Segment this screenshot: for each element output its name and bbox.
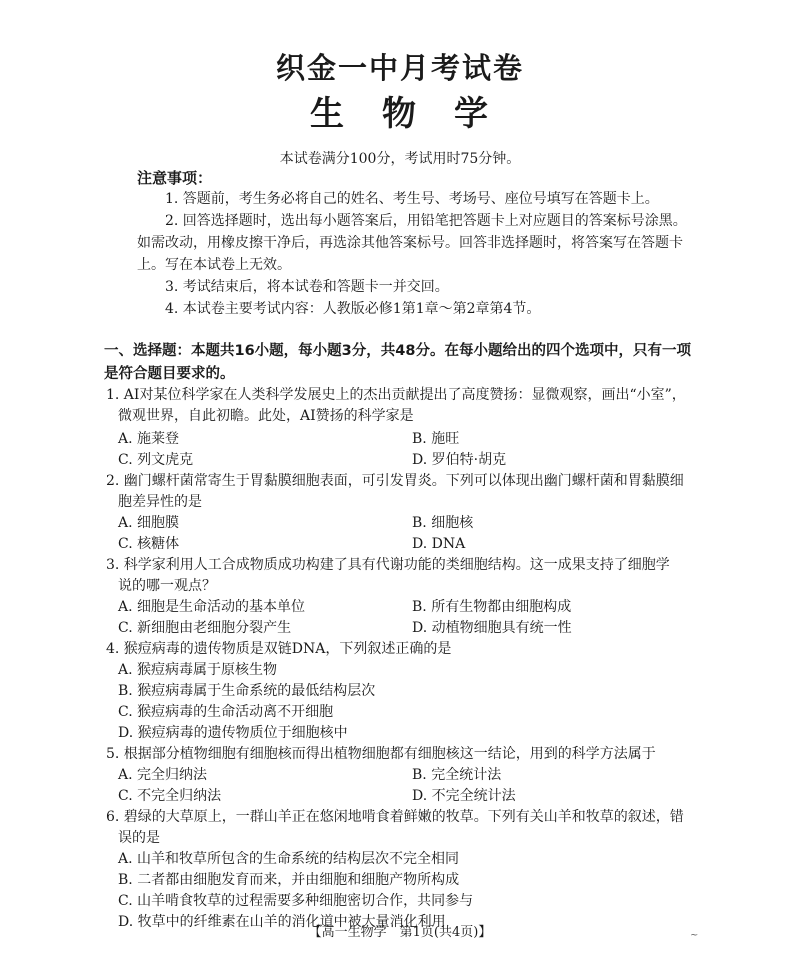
question-3-stem-line-2: 说的哪一观点？ [118, 578, 216, 594]
notice-heading: 注意事项： [137, 169, 213, 187]
question-1-stem-line-2: 微观世界，自此初瞻。此处，AI赞扬的科学家是 [118, 408, 414, 424]
notice-item-2: 2. 回答选择题时，选出每小题答案后，用铅笔把答题卡上对应题目的答案标号涂黑。如需改动，用橡皮擦干净后，再选涂其他答案标号。回答非选择题时，将答案写在答题卡上。写在本试卷上无效。 [137, 213, 687, 273]
question-5-option-b: B. 完全统计法 [412, 767, 502, 783]
question-1-stem [106, 385, 702, 427]
question-6-stem [106, 807, 702, 849]
question-1-stem-line-1: 1. AI对某位科学家在人类科学发展史上的杰出贡献提出了高度赞扬：显微观察，画出“小室”， [106, 387, 686, 403]
question-3-stem-line-1: 3. 科学家利用人工合成物质成功构建了具有代谢功能的类细胞结构。这一成果支持了细胞学 [106, 557, 670, 573]
subject-title: 生 物 学 [310, 94, 490, 134]
score-info: 本试卷满分100分，考试用时75分钟。 [279, 151, 521, 167]
notice-item-3: 3. 考试结束后，将本试卷和答题卡一并交回。 [165, 279, 449, 295]
question-2-stem [106, 471, 702, 513]
question-1-option-b: B. 施旺 [412, 431, 460, 447]
question-6-stem-line-2: 误的是 [118, 830, 160, 846]
question-1-option-d: D. 罗伯特·胡克 [412, 452, 507, 468]
question-2-option-a: A. 细胞膜 [118, 515, 180, 531]
question-4-option-a: A. 猴痘病毒属于原核生物 [118, 662, 278, 678]
question-6-option-b: B. 二者都由细胞发育而来，并由细胞和细胞产物所构成 [118, 872, 460, 888]
question-2-option-b: B. 细胞核 [412, 515, 474, 531]
question-1-option-a: A. 施莱登 [118, 431, 180, 447]
question-3-option-b: B. 所有生物都由细胞构成 [412, 599, 572, 615]
question-4-option-c: C. 猴痘病毒的生命活动离不开细胞 [118, 704, 334, 720]
notice-item-4: 4. 本试卷主要考试内容：人教版必修1第1章～第2章第4节。 [165, 301, 541, 317]
question-3-option-d: D. 动植物细胞具有统一性 [412, 620, 572, 636]
question-4-option-b: B. 猴痘病毒属于生命系统的最低结构层次 [118, 683, 376, 699]
notice-item-1: 1. 答题前，考生务必将自己的姓名、考生号、考场号、座位号填写在答题卡上。 [165, 191, 659, 207]
question-6-option-a: A. 山羊和牧草所包含的生命系统的结构层次不完全相同 [118, 851, 460, 867]
question-5-option-c: C. 不完全归纳法 [118, 788, 222, 804]
question-5-option-d: D. 不完全统计法 [412, 788, 516, 804]
exam-title: 织金一中月考试卷 [275, 51, 524, 85]
page-footer: 【高一生物学 第1页(共4页)】 [308, 925, 492, 940]
question-2-option-c: C. 核糖体 [118, 536, 180, 552]
question-6-option-c: C. 山羊啃食牧草的过程需要多种细胞密切合作，共同参与 [118, 893, 474, 909]
question-5-stem [106, 744, 702, 765]
question-4-option-d: D. 猴痘病毒的遗传物质位于细胞核中 [118, 725, 348, 741]
question-2-stem-line-1: 2. 幽门螺杆菌常寄生于胃黏膜细胞表面，可引发胃炎。下列可以体现出幽门螺杆菌和胃黏膜细 [106, 473, 684, 489]
question-4-stem [106, 639, 702, 660]
section-heading: 一、选择题：本题共16小题，每小题3分，共48分。在每小题给出的四个选项中，只有一项是符合题目要求的。 [104, 343, 691, 382]
question-6-option-d: D. 牧草中的纤维素在山羊的消化道中被大量消化利用 [118, 914, 446, 930]
question-1-option-c: C. 列文虎克 [118, 452, 194, 468]
question-4-stem-line-1: 4. 猴痘病毒的遗传物质是双链DNA，下列叙述正确的是 [106, 641, 452, 657]
question-2-stem-line-2: 胞差异性的是 [118, 494, 202, 510]
question-3-stem [106, 555, 702, 597]
question-5-option-a: A. 完全归纳法 [118, 767, 208, 783]
question-3-option-a: A. 细胞是生命活动的基本单位 [118, 599, 306, 615]
question-3-option-c: C. 新细胞由老细胞分裂产生 [118, 620, 292, 636]
question-5-stem-line-1: 5. 根据部分植物细胞有细胞核而得出植物细胞都有细胞核这一结论，用到的科学方法属于 [106, 746, 656, 762]
corner-mark: ~ [690, 930, 699, 941]
question-2-option-d: D. DNA [412, 536, 466, 552]
question-6-stem-line-1: 6. 碧绿的大草原上，一群山羊正在悠闲地啃食着鲜嫩的牧草。下列有关山羊和牧草的叙述，错 [106, 809, 684, 825]
